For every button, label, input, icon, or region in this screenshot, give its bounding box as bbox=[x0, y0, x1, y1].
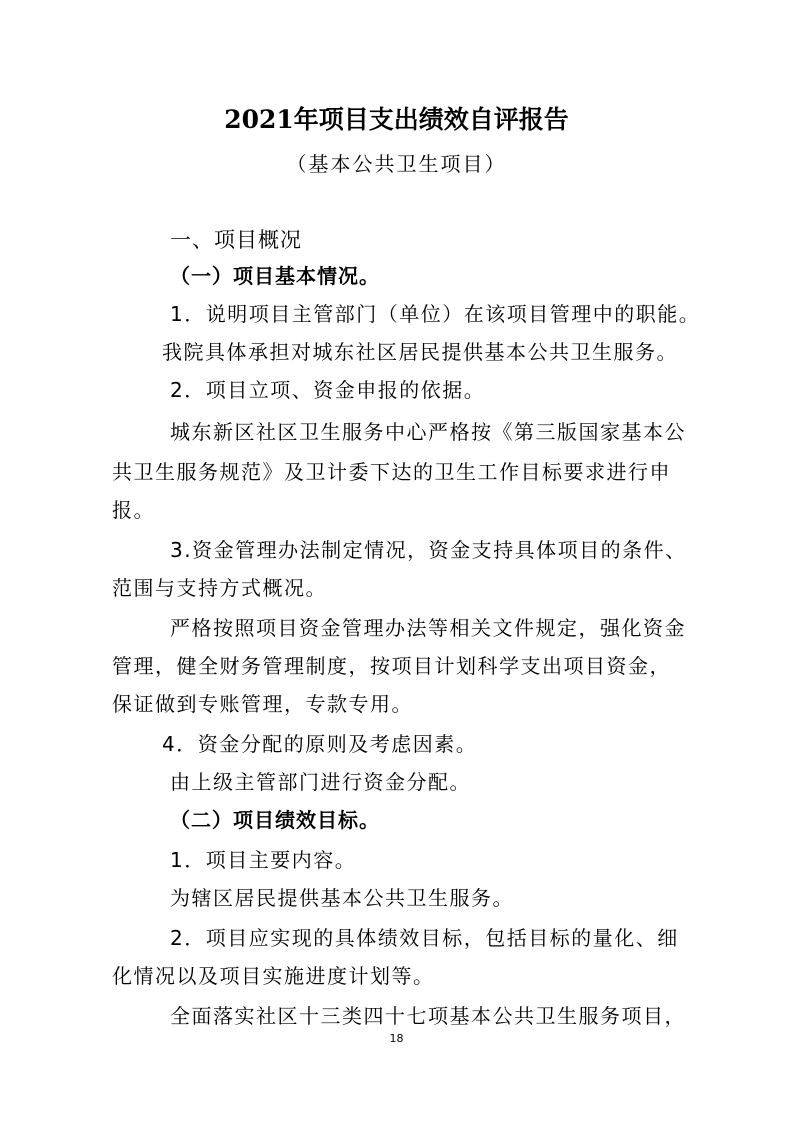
paragraph-line: 化情况以及项目实施进度计划等。 bbox=[112, 964, 435, 988]
paragraph-line: 1．说明项目主管部门（单位）在该项目管理中的职能。 bbox=[170, 302, 701, 326]
section-heading-overview: 一、项目概况 bbox=[170, 228, 302, 252]
paragraph-line: 2．项目立项、资金申报的依据。 bbox=[170, 378, 486, 402]
paragraph-line: 管理，健全财务管理制度，按项目计划科学支出项目资金， bbox=[112, 654, 671, 678]
paragraph-line: 保证做到专账管理，专款专用。 bbox=[112, 692, 413, 716]
paragraph-line: 4．资金分配的原则及考虑因素。 bbox=[162, 732, 478, 756]
paragraph-line: 共卫生服务规范》及卫计委下达的卫生工作目标要求进行申 bbox=[112, 460, 671, 484]
paragraph-line: 2．项目应实现的具体绩效目标，包括目标的量化、细 bbox=[170, 926, 679, 950]
paragraph-line: 城东新区社区卫生服务中心严格按《第三版国家基本公 bbox=[170, 420, 686, 444]
paragraph-line: 由上级主管部门进行资金分配。 bbox=[170, 770, 471, 794]
paragraph-line: 1．项目主要内容。 bbox=[170, 848, 357, 872]
report-title: 2021年项目支出绩效自评报告 bbox=[224, 105, 569, 134]
paragraph-line: 报。 bbox=[112, 498, 155, 522]
paragraph-line: 为辖区居民提供基本公共卫生服务。 bbox=[170, 886, 514, 910]
paragraph-line: 范围与支持方式概况。 bbox=[112, 576, 327, 600]
subsection-heading-basic-info: （一）项目基本情况。 bbox=[170, 264, 380, 288]
page-number: 18 bbox=[389, 1032, 404, 1045]
report-subtitle: （基本公共卫生项目） bbox=[286, 152, 507, 176]
paragraph-line: 3.资金管理办法制定情况，资金支持具体项目的条件、 bbox=[170, 538, 687, 562]
subsection-heading-performance-goals: （二）项目绩效目标。 bbox=[170, 808, 380, 832]
paragraph-line: 全面落实社区十三类四十七项基本公共卫生服务项目， bbox=[170, 1004, 686, 1028]
paragraph-line: 我院具体承担对城东社区居民提供基本公共卫生服务。 bbox=[162, 340, 678, 364]
paragraph-line: 严格按照项目资金管理办法等相关文件规定，强化资金 bbox=[170, 616, 686, 640]
